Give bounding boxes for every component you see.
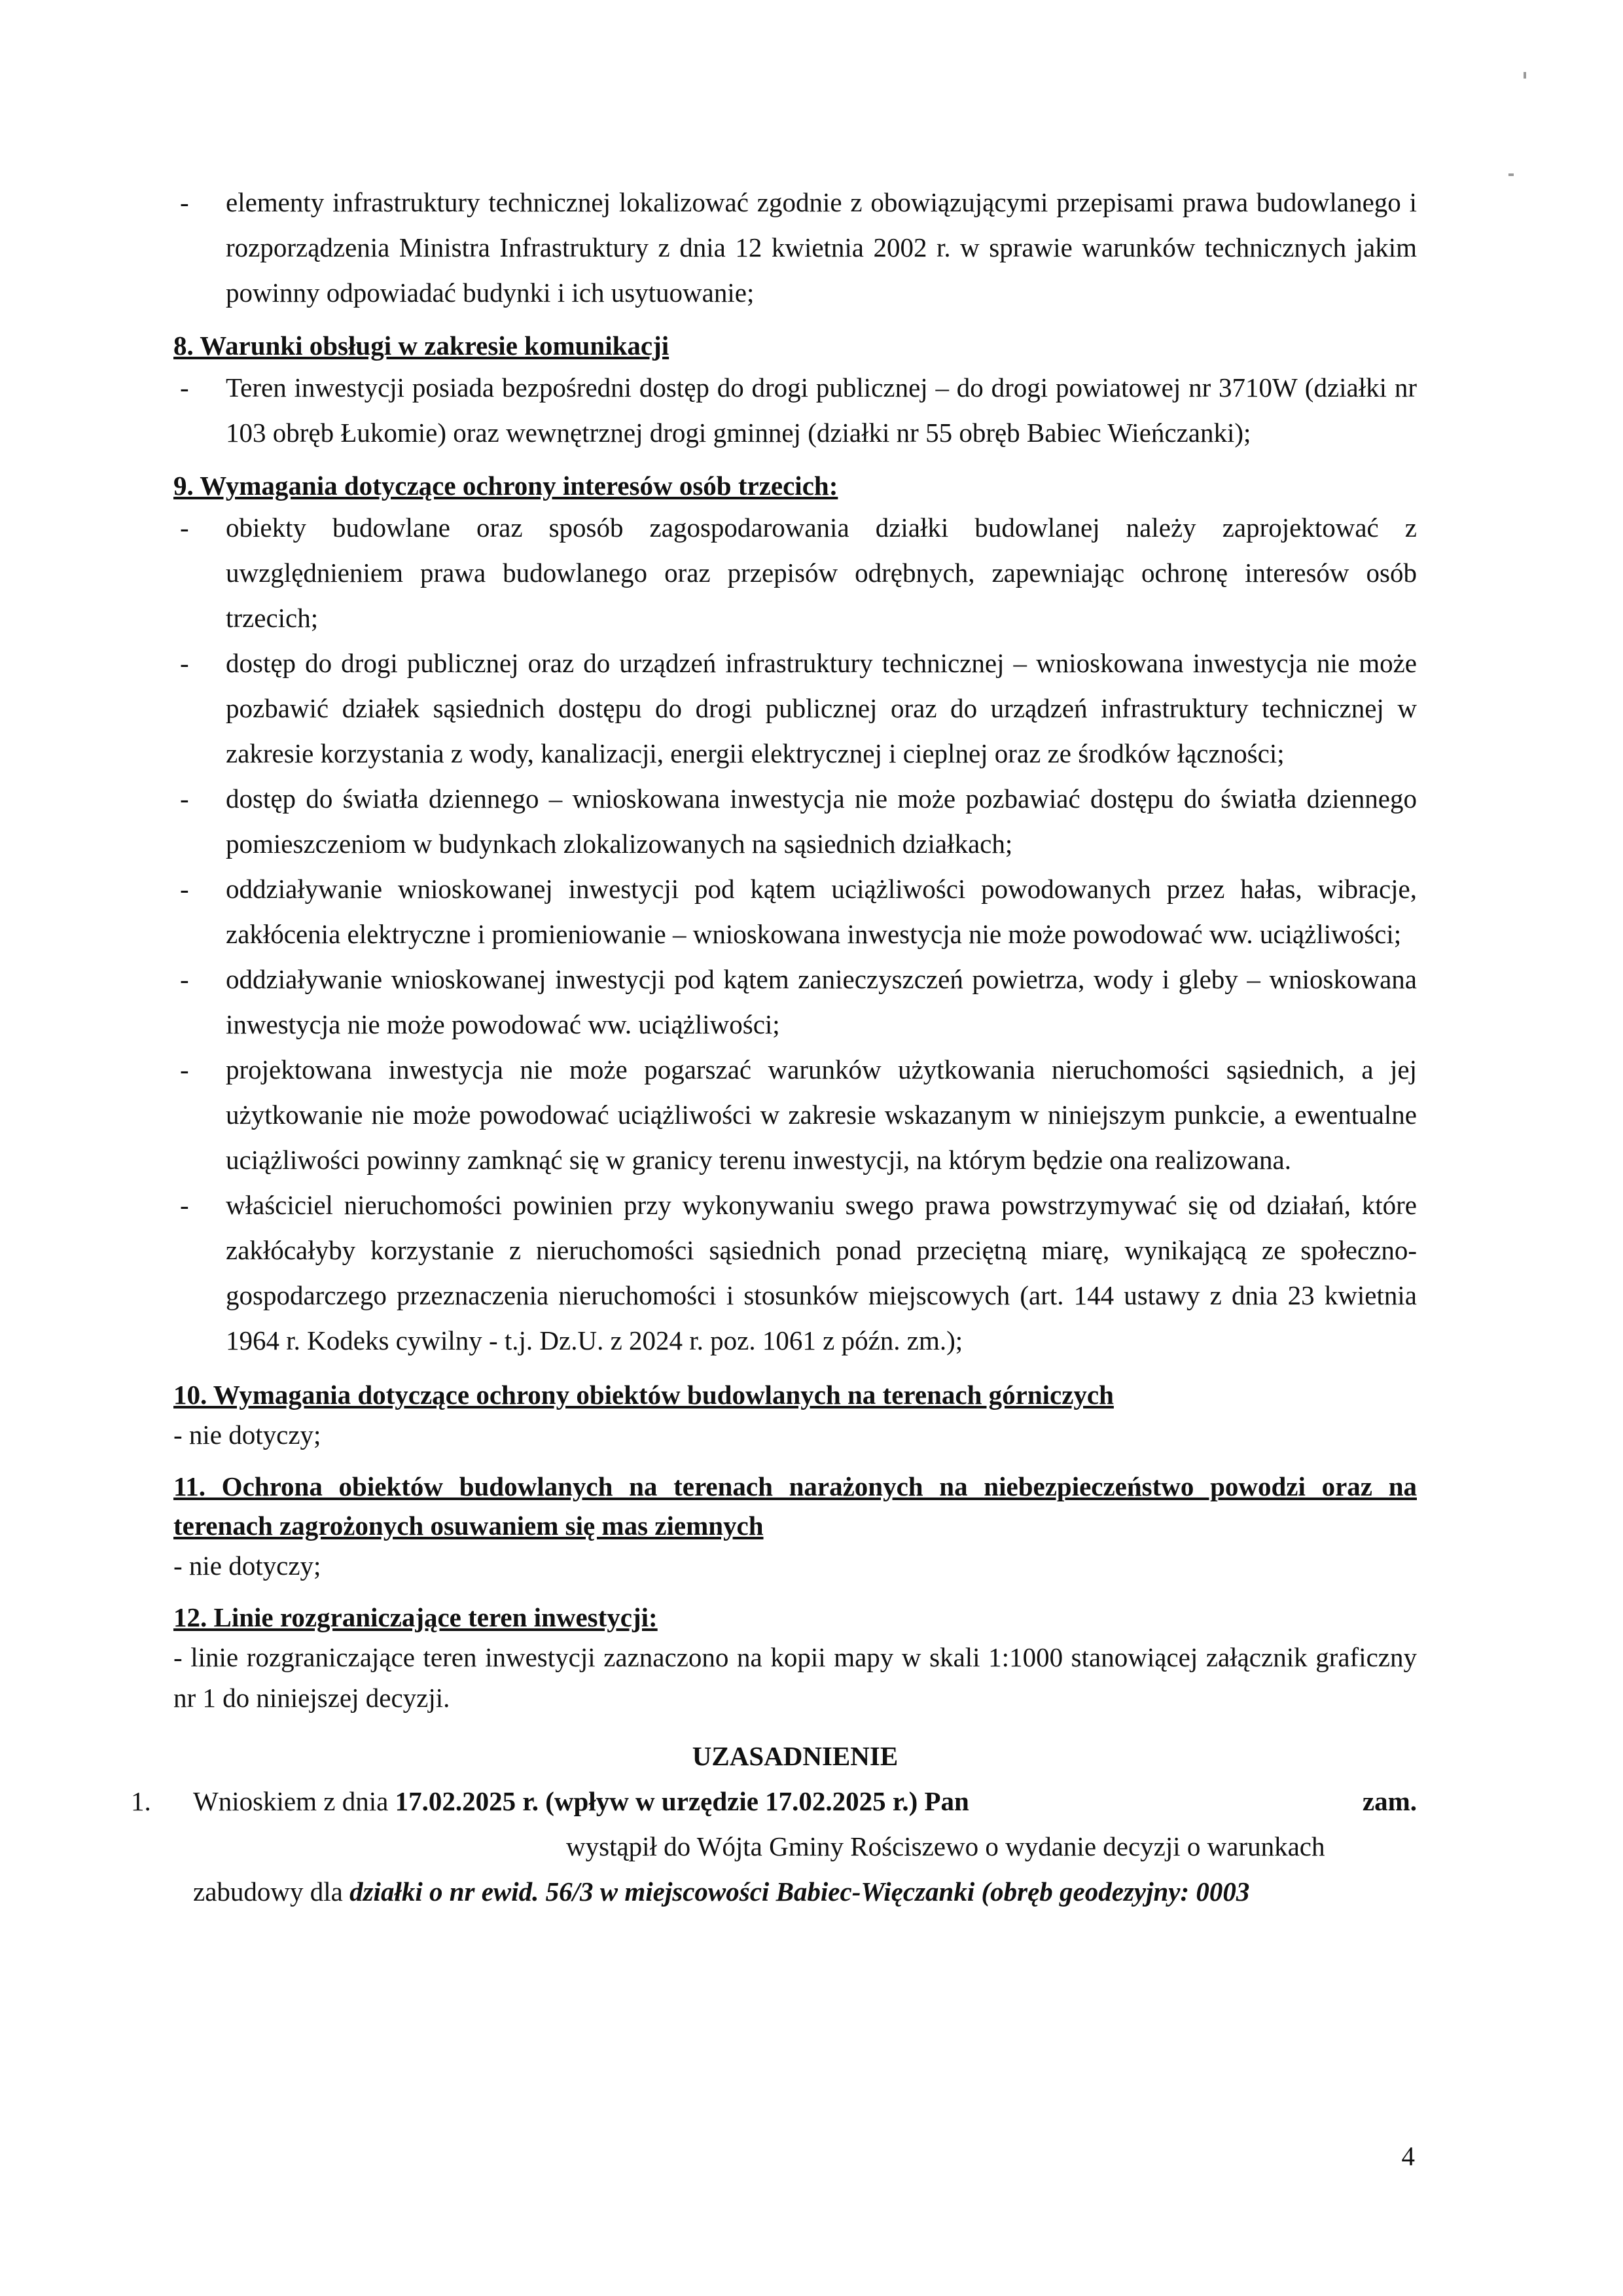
scan-mark — [1508, 173, 1514, 176]
uzasadnienie-paragraph: 1. Wnioskiem z dnia 17.02.2025 r. (wpływ w urzędzie 17.02.2025 r.) Pan zam. wystąpił do Wójta Gminy Rościszewo o wydanie decyzji o warunkach zabudowy dla działki o nr ewid. 56/3 w miejscowości Babiec-Więczanki (obręb geodezyjny: 0003 — [173, 1779, 1417, 1914]
list-item: - elementy infrastruktury technicznej lokalizować zgodnie z obowiązującymi przepisami prawa budowlanego i rozporządzenia Ministra Infrastruktury z dnia 12 kwietnia 2002 r. w sprawie warunków technicznych jakim powinny odpowiadać budynki i ich usytuowanie; — [180, 187, 1417, 308]
section-text-12: - linie rozgraniczające teren inwestycji zaznaczono na kopii mapy w skali 1:1000 stanowiącej załącznik graficzny nr 1 do niniejszej decyzji. — [173, 1642, 1417, 1713]
list-item: - Teren inwestycji posiada bezpośredni dostęp do drogi publicznej – do drogi powiatowej nr 3710W (działki nr 103 obręb Łukomie) oraz wewnętrznej drogi gminnej (działki nr 55 obręb Babiec Wieńczanki); — [180, 372, 1417, 448]
scan-mark — [1524, 72, 1526, 79]
section-heading-9: 9. Wymagania dotyczące ochrony interesów osób trzecich: — [173, 471, 838, 501]
paragraph-number: 1. — [131, 1786, 151, 1816]
list-item: - projektowana inwestycja nie może pogarszać warunków użytkowania nieruchomości sąsiednich, a jej użytkowanie nie może powodować uciążliwości w zakresie wskazanym w niniejszym punkcie, a ewentualne uciążliwości powinny zamknąć się w granicy terenu inwestycji, na którym będzie ona realizowana. — [180, 1054, 1417, 1175]
list-item: - oddziaływanie wnioskowanej inwestycji pod kątem uciążliwości powodowanych przez hałas, wibracje, zakłócenia elektryczne i promieniowanie – wnioskowana inwestycja nie może powodować ww. uciążliwości; — [180, 874, 1417, 949]
list-item: - dostęp do drogi publicznej oraz do urządzeń infrastruktury technicznej – wnioskowana inwestycja nie może pozbawić działek sąsiednich dostępu do drogi publicznej oraz do urządzeń infrastruktury technicznej w zakresie korzystania z wody, kanalizacji, energii elektrycznej i cieplnej oraz ze środków łączności; — [180, 648, 1417, 768]
list-item: - oddziaływanie wnioskowanej inwestycji pod kątem zanieczyszczeń powietrza, wody i gleby – wnioskowana inwestycja nie może powodować ww. uciążliwości; — [180, 964, 1417, 1039]
list-item: - właściciel nieruchomości powinien przy wykonywaniu swego prawa powstrzymywać się od działań, które zakłócałyby korzystanie z nieruchomości sąsiednich ponad przeciętną miarę, wynikającą ze społeczno-gospodarczego przeznaczenia nieruchomości i stosunków miejscowych (art. 144 ustawy z dnia 23 kwietnia 1964 r. Kodeks cywilny - t.j. Dz.U. z 2024 r. poz. 1061 z późn. zm.); — [180, 1190, 1417, 1355]
list-item: - obiekty budowlane oraz sposób zagospodarowania działki budowlanej należy zaprojektować z uwzględnieniem prawa budowlanego oraz przepisów odrębnych, zapewniając ochronę interesów osób trzecich; — [180, 512, 1417, 633]
list-item: - dostęp do światła dziennego – wnioskowana inwestycja nie może pozbawiać dostępu do światła dziennego pomieszczeniom w budynkach zlokalizowanych na sąsiednich działkach; — [180, 783, 1417, 859]
section-text-10: - nie dotyczy; — [173, 1420, 321, 1450]
uzasadnienie-title: UZASADNIENIE — [692, 1741, 899, 1771]
section-heading-8: 8. Warunki obsługi w zakresie komunikacji — [173, 331, 669, 361]
page-number: 4 — [1401, 2141, 1415, 2171]
section-heading-11: 11. Ochrona obiektów budowlanych na terenach narażonych na niebezpieczeństwo powodzi oraz na terenach zagrożonych osuwaniem się mas ziemnych — [173, 1471, 1417, 1541]
document-body — [131, 180, 1417, 1914]
section-text-11: - nie dotyczy; — [173, 1551, 321, 1581]
section-heading-12: 12. Linie rozgraniczające teren inwestycji: — [173, 1602, 658, 1632]
section-heading-10: 10. Wymagania dotyczące ochrony obiektów budowlanych na terenach górniczych — [173, 1380, 1114, 1410]
